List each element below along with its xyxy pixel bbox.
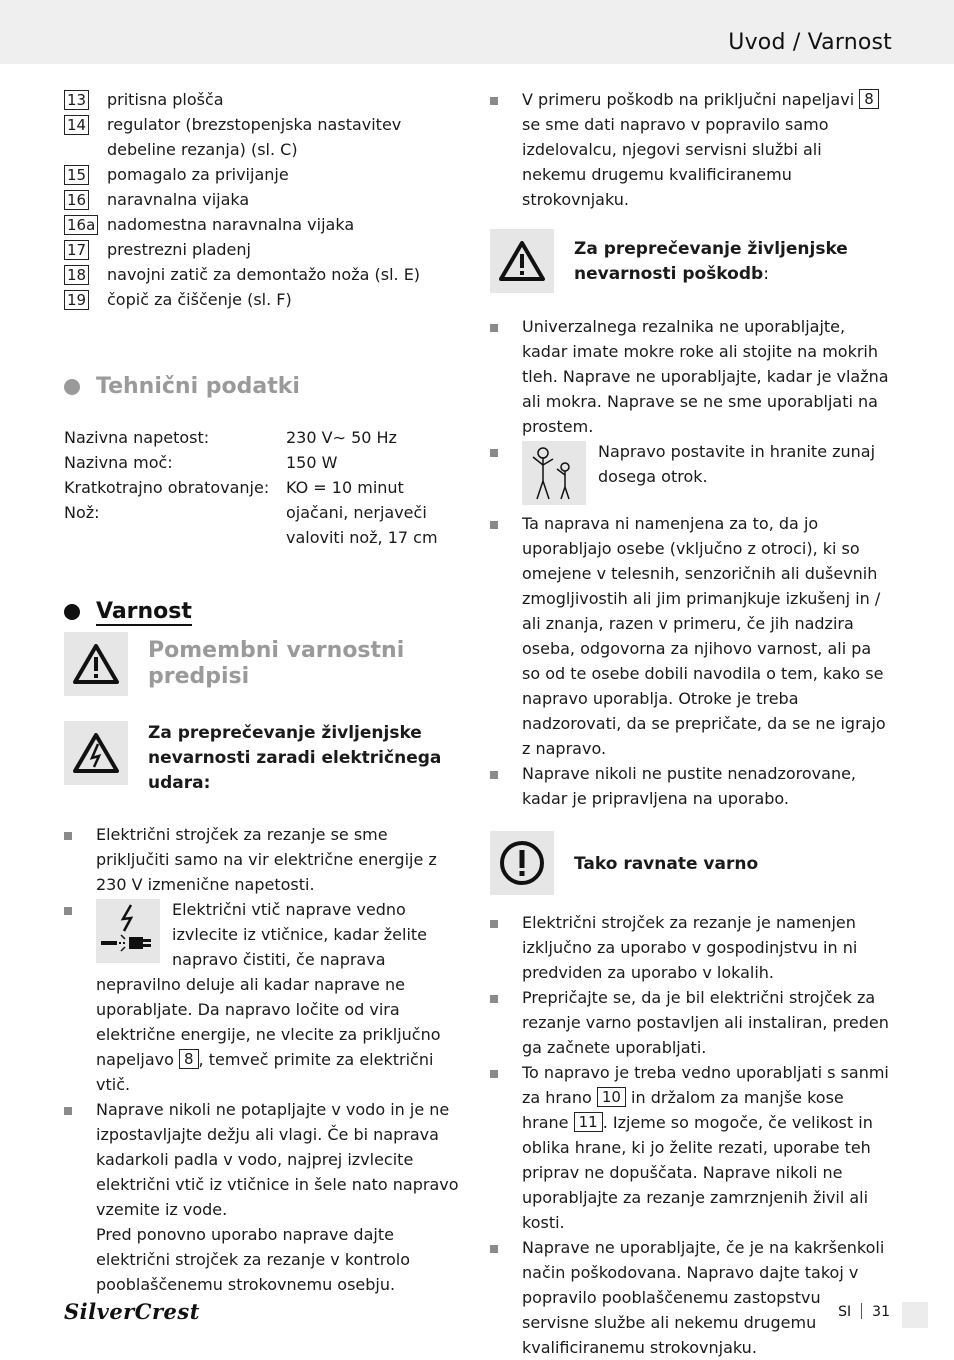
tech-key: Kratkotrajno obratovanje:	[64, 478, 270, 497]
bullet-square-icon	[490, 449, 498, 457]
part-item	[64, 162, 464, 187]
bullet-text: Pred ponovno uporabo naprave dajte električni strojček za rezanje v kontrolo pooblaščenemu strokovnemu osebju.	[96, 1225, 411, 1294]
part-item	[64, 87, 464, 112]
bullet-square-icon	[490, 324, 498, 332]
bullet-text: V primeru poškodb na priključni napeljavi	[522, 90, 855, 109]
bullet-square-icon	[64, 907, 72, 915]
safe-handling-heading: Tako ravnate varno	[574, 854, 759, 874]
part-item	[64, 262, 464, 287]
bullet-square-icon	[490, 521, 498, 529]
list-item	[490, 910, 890, 985]
tech-key: Nazivna moč:	[64, 453, 173, 472]
bullet-text: Naprave nikoli ne pustite nenadzorovane, kadar je pripravljena na uporabo.	[522, 764, 857, 808]
page-title: Uvod / Varnost	[728, 30, 892, 55]
page-number: 31	[872, 1304, 890, 1320]
electric-warning-text: Za preprečevanje življenjske nevarnosti zaradi električnega udara:	[148, 723, 442, 793]
unplug-icon	[96, 899, 160, 963]
part-item	[64, 237, 464, 262]
tech-heading-text: Tehnični podatki	[96, 374, 300, 399]
tech-row	[64, 500, 456, 550]
safety-subheading: Pomembni varnostni predpisi	[148, 638, 405, 689]
list-item	[490, 314, 890, 439]
brand-logo: SilverCrest	[64, 1299, 200, 1324]
bullet-text: Univerzalnega rezalnika ne uporabljajte, kadar imate mokre roke ali stojite na mokrih tleh. Naprave ne uporabljajte, kadar je vlažna ali mokra. Naprave se ne sme uporabljati na prostem.	[522, 317, 889, 436]
bullet-square-icon	[64, 832, 72, 840]
tech-heading	[64, 373, 464, 401]
tech-value: ojačani, nerjaveči valoviti nož, 17 cm	[286, 503, 438, 547]
electric-warning-block	[64, 721, 464, 796]
bullet-square-icon	[490, 771, 498, 779]
bullet-text: in držalom za manjše kose hrane	[522, 1088, 844, 1132]
bullet-text: , temveč primite za električni vtič.	[96, 1050, 434, 1094]
warning-triangle-icon	[64, 632, 128, 696]
part-number: 17	[64, 240, 89, 260]
page-corner-box	[902, 1302, 928, 1328]
bullet-text: Električni vtič naprave vedno izvlecite iz vtičnice, kadar želite napravo čistiti, če naprava nepravilno deluje ali kadar naprave ne uporabljate. Da napravo ločite od vira električne energije, ne vlecite za priključno napeljavo	[96, 900, 441, 1069]
list-item	[490, 761, 890, 811]
part-number: 19	[64, 290, 89, 310]
part-reference: 8	[859, 89, 879, 109]
part-item	[64, 212, 464, 237]
bullet-text: se sme dati napravo v popravilo samo izdelovalcu, njegovi servisni službi ali nekemu drugemu kvalificiranemu strokovnjaku.	[522, 115, 829, 209]
list-item	[64, 897, 464, 1097]
safety-heading	[64, 598, 464, 626]
list-item	[490, 87, 890, 212]
bullet-text: Naprave ne uporabljajte, če je na kakršenkoli način poškodovana. Napravo dajte takoj v popravilo pooblaščenemu zastopstvu servisne službe ali nekemu drugemu kvalificiranemu strokovnjaku.	[522, 1238, 885, 1357]
bullet-text: To napravo je treba vedno uporabljati s sanmi za hrano	[522, 1063, 889, 1107]
part-label: nadomestna naravnalna vijaka	[107, 215, 355, 234]
list-item	[490, 1060, 890, 1235]
bullet-text: Električni strojček za rezanje se sme priključiti samo na vir električne energije z 230 V izmenične napetosti.	[96, 825, 437, 894]
tech-key: Nazivna napetost:	[64, 428, 210, 447]
language-code: SI	[838, 1304, 852, 1320]
bullet-dot-icon	[64, 604, 80, 620]
parts-list	[64, 87, 464, 312]
part-number: 13	[64, 90, 89, 110]
bullet-text: Ta naprava ni namenjena za to, da jo uporabljajo osebe (vključno z otroci), ki so omejene v telesnih, senzoričnih ali duševnih zmogljivostih ali jim primanjkuje izkušenj in / ali znanja, razen v primeru, če jih nadzira oseba, odgovorna za njihovo varnost, ali pa so od te osebe dobili navodila o tem, kako se napravo uporablja. Otroke je treba nadzorovati, da se prepričate, da se ne igrajo z napravo.	[522, 514, 886, 758]
tech-row	[64, 475, 456, 500]
warning-triangle-icon	[490, 229, 554, 293]
page-number-area	[838, 1303, 890, 1320]
part-item	[64, 112, 464, 162]
exclamation-icon	[490, 831, 554, 895]
bullet-square-icon	[490, 97, 498, 105]
part-number: 16	[64, 190, 89, 210]
part-reference: 11	[574, 1112, 603, 1132]
list-item	[490, 1235, 890, 1360]
list-item	[64, 822, 464, 897]
injury-warning-colon: :	[763, 264, 769, 284]
injury-warning-label: Za preprečevanje življenjske nevarnosti poškodb	[574, 239, 848, 284]
bullet-text: Električni strojček za rezanje je namenjen izključno za uporabo v gospodinjstvu in ni predviden za uporabo v lokalih.	[522, 913, 858, 982]
bullet-text: Prepričajte se, da je bil električni strojček za rezanje varno postavljen ali instaliran, preden ga začnete uporabljati.	[522, 988, 889, 1057]
part-item	[64, 187, 464, 212]
part-label: navojni zatič za demontažo noža (sl. E)	[107, 265, 421, 284]
safety-heading-text: Varnost	[96, 599, 192, 624]
list-item	[64, 1097, 464, 1297]
part-item	[64, 287, 464, 312]
tech-value: 230 V∼ 50 Hz	[286, 428, 397, 447]
bullet-dot-icon	[64, 379, 80, 395]
part-label: regulator (brezstopenjska nastavitev debeline rezanja) (sl. C)	[107, 115, 402, 159]
bullet-square-icon	[490, 1070, 498, 1078]
tech-value: 150 W	[286, 453, 338, 472]
bullet-square-icon	[64, 1107, 72, 1115]
part-label: pritisna plošča	[107, 90, 224, 109]
tech-table	[64, 425, 456, 550]
bullet-text: Napravo postavite in hranite zunaj dosega otrok.	[598, 442, 876, 486]
child-safety-icon	[522, 441, 586, 505]
divider	[861, 1303, 862, 1319]
left-column	[64, 87, 464, 1297]
injury-warning-block	[490, 229, 890, 293]
part-label: čopič za čiščenje (sl. F)	[107, 290, 292, 309]
part-label: naravnalna vijaka	[107, 190, 250, 209]
tech-row	[64, 425, 456, 450]
part-number: 18	[64, 265, 89, 285]
part-label: pomagalo za privijanje	[107, 165, 289, 184]
tech-key: Nož:	[64, 503, 100, 522]
important-rules-block	[64, 632, 464, 696]
part-label: prestrezni pladenj	[107, 240, 251, 259]
safe-handling-block	[490, 831, 890, 895]
list-item	[490, 511, 890, 761]
header-bar	[0, 0, 954, 64]
part-number: 14	[64, 115, 89, 135]
bullet-text: Naprave nikoli ne potapljajte v vodo in je ne izpostavljajte dežju ali vlagi. Če bi naprava kadarkoli padla v vodo, najprej izvlecite električni vtič iz vtičnice in šele nato napravo vzemite iz vode.	[96, 1100, 459, 1219]
part-reference: 8	[179, 1049, 199, 1069]
bullet-square-icon	[490, 1245, 498, 1253]
bullet-text: . Izjeme so mogoče, če velikost in oblika hrane, ki jo želite rezati, uporabe teh priprav ne dopuščata. Naprave nikoli ne uporabljajte za rezanje zamrznjenih živil ali kosti.	[522, 1113, 873, 1232]
bullet-square-icon	[490, 920, 498, 928]
part-number: 15	[64, 165, 89, 185]
bullet-square-icon	[490, 995, 498, 1003]
part-number: 16a	[64, 215, 98, 235]
tech-value: KO = 10 minut	[286, 478, 404, 497]
list-item	[490, 439, 890, 511]
list-item	[490, 985, 890, 1060]
electric-shock-icon	[64, 721, 128, 785]
right-column	[490, 87, 890, 1360]
part-reference: 10	[597, 1087, 626, 1107]
tech-row	[64, 450, 456, 475]
